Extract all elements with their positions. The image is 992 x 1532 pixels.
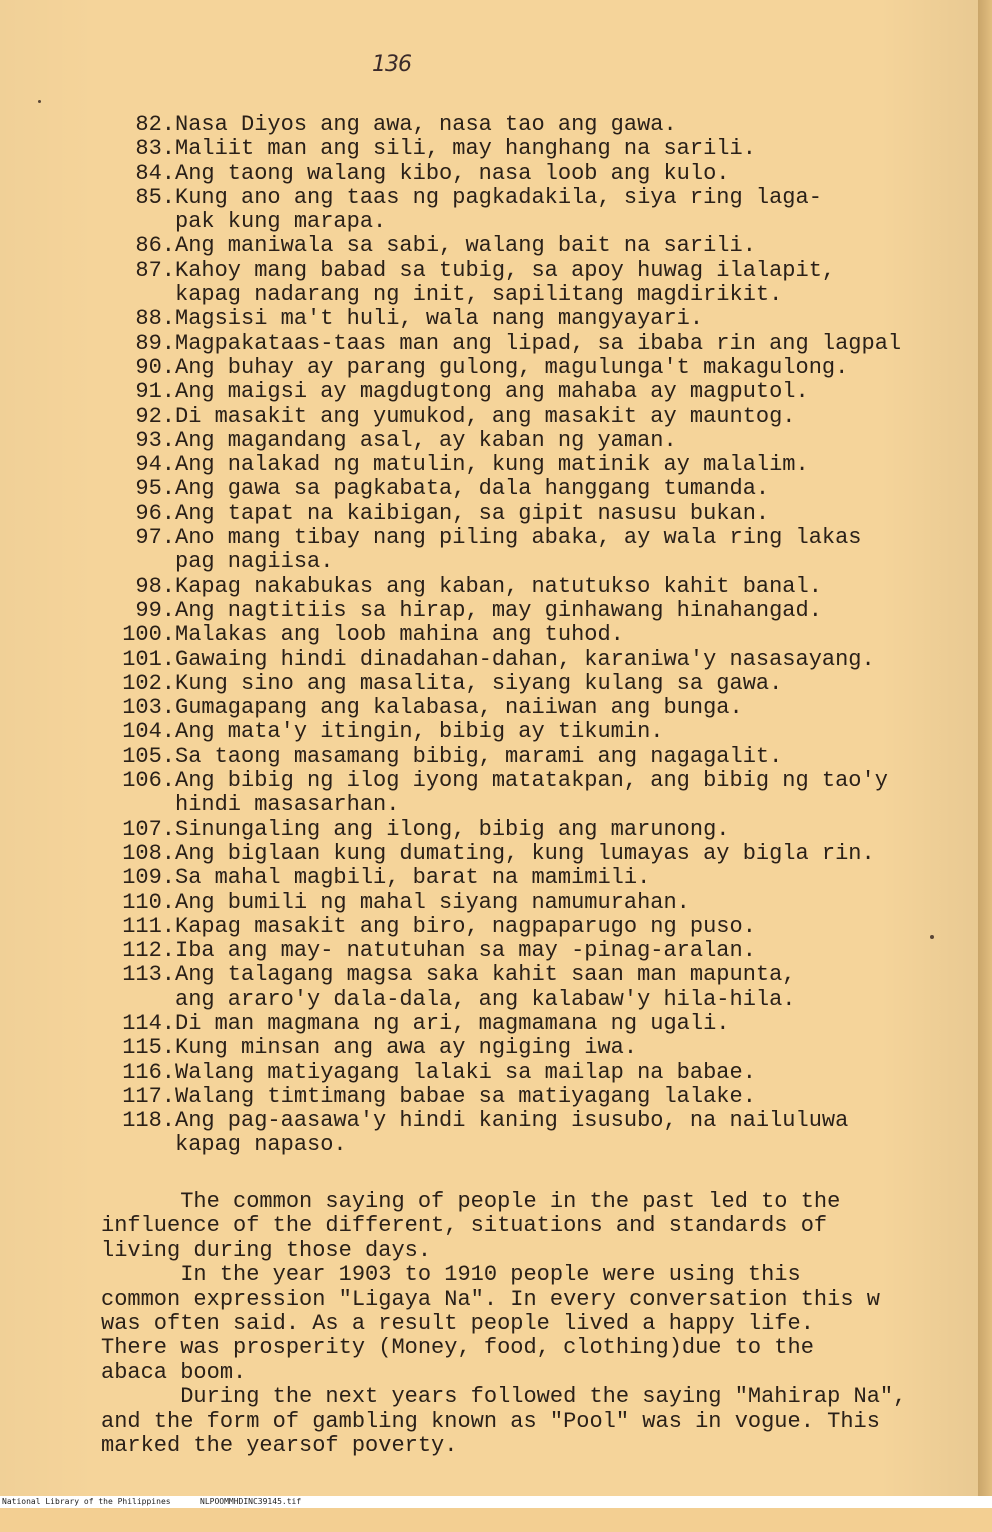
proverb-line <box>100 477 980 501</box>
proverb-text: Gumagapang ang kalabasa, naiiwan ang bunga. <box>175 695 743 721</box>
proverb-line <box>100 550 980 574</box>
proverb-text: pak kung marapa. <box>175 209 387 235</box>
proverb-text: ang araro'y dala-dala, ang kalabaw'y hila-hila. <box>175 986 796 1012</box>
proverb-number: 105. <box>122 743 175 769</box>
proverb-number: 85. <box>135 184 175 210</box>
proverb-number <box>100 793 175 817</box>
footer-filename: NLPOOMMHDINC39145.tif <box>200 1497 302 1506</box>
proverb-text: Walang timtimang babae sa matiyagang lalake. <box>175 1083 756 1109</box>
proverb-number <box>100 283 175 307</box>
proverb-number: 97. <box>135 525 175 551</box>
proverb-line <box>100 453 980 477</box>
proverb-text: Magpakataas-taas man ang lipad, sa ibaba rin ang lagpal <box>175 330 902 356</box>
proverb-text: Ang tapat na kaibigan, sa gipit nasusu bukan. <box>175 500 770 526</box>
proverb-number: 118. <box>122 1108 175 1134</box>
paragraph-line: The common saying of people in the past led to the <box>101 1189 841 1214</box>
proverb-text: kapag napaso. <box>175 1132 347 1158</box>
proverb-line <box>100 162 980 186</box>
proverb-number <box>100 988 175 1012</box>
paragraph-line: influence of the different, situations and standards of <box>101 1213 828 1239</box>
proverb-text: Sa mahal magbili, barat na mamimili. <box>175 865 651 891</box>
proverb-number: 99. <box>135 597 175 623</box>
proverb-line <box>100 234 980 258</box>
proverb-text: Kung ano ang taas ng pagkadakila, siya ring laga- <box>175 184 822 210</box>
proverb-text: Sa taong masamang bibig, marami ang nagagalit. <box>175 743 783 769</box>
proverb-text: Ano mang tibay nang piling abaka, ay wala ring lakas <box>175 525 862 551</box>
proverb-text: Kung minsan ang awa ay ngiging iwa. <box>175 1035 638 1061</box>
proverb-text: Ang taong walang kibo, nasa loob ang kulo. <box>175 160 730 186</box>
proverb-number <box>100 550 175 574</box>
paragraph-line: marked the yearsof poverty. <box>101 1433 458 1459</box>
proverb-number: 114. <box>122 1010 175 1036</box>
paragraph-line: and the form of gambling known as "Pool" was in vogue. This <box>101 1408 880 1434</box>
proverb-number: 90. <box>135 354 175 380</box>
proverb-number: 113. <box>122 962 175 988</box>
proverb-text: Ang maigsi ay magdugtong ang mahaba ay magputol. <box>175 379 809 405</box>
proverb-line <box>100 1012 980 1036</box>
proverb-number: 109. <box>122 865 175 891</box>
proverb-line <box>100 405 980 429</box>
proverb-line <box>100 283 980 307</box>
proverb-line <box>100 1036 980 1060</box>
proverb-line <box>100 1061 980 1085</box>
proverb-line <box>100 259 980 283</box>
proverb-number: 103. <box>122 695 175 721</box>
proverb-text: Iba ang may- natutuhan sa may -pinag-aralan. <box>175 938 756 964</box>
proverb-text: Magsisi ma't huli, wala nang mangyayari. <box>175 306 704 332</box>
commentary-paragraph <box>101 1190 981 1458</box>
proverb-number: 88. <box>135 306 175 332</box>
proverb-text: Ang nalakad ng matulin, kung matinik ay malalim. <box>175 452 809 478</box>
proverb-number: 86. <box>135 233 175 259</box>
proverb-number: 87. <box>135 257 175 283</box>
proverb-line <box>100 1133 980 1157</box>
proverb-text: pag nagiisa. <box>175 549 334 575</box>
proverb-text: Di man magmana ng ari, magmamana ng ugali. <box>175 1010 730 1036</box>
proverb-line <box>100 769 980 793</box>
proverb-line <box>100 380 980 404</box>
proverb-line <box>100 1109 980 1133</box>
proverb-line <box>100 842 980 866</box>
proverb-text: Kahoy mang babad sa tubig, sa apoy huwag ilalapit, <box>175 257 836 283</box>
proverb-line <box>100 915 980 939</box>
proverb-text: Ang biglaan kung dumating, kung lumayas ay bigla rin. <box>175 840 875 866</box>
proverb-text: Walang matiyagang lalaki sa mailap na babae. <box>175 1059 756 1085</box>
proverb-line <box>100 866 980 890</box>
paragraph-line: There was prosperity (Money, food, clothing)due to the <box>101 1335 814 1361</box>
proverb-text: Ang maniwala sa sabi, walang bait na sarili. <box>175 233 756 259</box>
proverb-line <box>100 1085 980 1109</box>
proverb-number: 96. <box>135 500 175 526</box>
proverb-line <box>100 599 980 623</box>
proverb-line <box>100 818 980 842</box>
proverb-number: 102. <box>122 670 175 696</box>
proverb-line <box>100 356 980 380</box>
proverb-text: Kapag nakabukas ang kaban, natutukso kahit banal. <box>175 573 822 599</box>
proverb-text: Ang gawa sa pagkabata, dala hanggang tumanda. <box>175 476 770 502</box>
footer-library: National Library of the Philippines <box>2 1497 171 1506</box>
proverb-line <box>100 526 980 550</box>
paragraph-line: living during those days. <box>101 1237 432 1263</box>
proverb-line <box>100 429 980 453</box>
proverb-line <box>100 210 980 234</box>
proverb-text: kapag nadarang ng init, sapilitang magdirikit. <box>175 282 783 308</box>
proverb-line <box>100 137 980 161</box>
proverb-number: 104. <box>122 719 175 745</box>
proverb-line <box>100 113 980 137</box>
proverb-line <box>100 332 980 356</box>
proverb-text: Ang pag-aasawa'y hindi kaning isusubo, na nailuluwa <box>175 1108 849 1134</box>
proverb-number <box>100 1133 175 1157</box>
proverb-number: 84. <box>135 160 175 186</box>
proverb-text: Maliit man ang sili, may hanghang na sarili. <box>175 136 756 162</box>
page-number: 136 <box>372 52 411 77</box>
proverb-number: 107. <box>122 816 175 842</box>
proverb-text: Gawaing hindi dinadahan-dahan, karaniwa'y nasasayang. <box>175 646 875 672</box>
proverb-line <box>100 186 980 210</box>
proverb-text: Ang mata'y itingin, bibig ay tikumin. <box>175 719 664 745</box>
proverb-number: 83. <box>135 136 175 162</box>
proverb-number: 89. <box>135 330 175 356</box>
proverb-text: Ang bibig ng ilog iyong matatakpan, ang bibig ng tao'y <box>175 768 888 794</box>
proverb-number: 106. <box>122 768 175 794</box>
proverb-number: 115. <box>122 1035 175 1061</box>
proverb-text: Sinungaling ang ilong, bibig ang marunong. <box>175 816 730 842</box>
proverb-line <box>100 307 980 331</box>
proverb-text: Nasa Diyos ang awa, nasa tao ang gawa. <box>175 112 677 137</box>
proverb-line <box>100 939 980 963</box>
proverb-text: Malakas ang loob mahina ang tuhod. <box>175 622 624 648</box>
proverb-number: 94. <box>135 452 175 478</box>
proverb-number: 117. <box>122 1083 175 1109</box>
proverb-line <box>100 696 980 720</box>
proverb-line <box>100 672 980 696</box>
proverb-number: 91. <box>135 379 175 405</box>
proverb-number <box>100 210 175 234</box>
proverb-line <box>100 623 980 647</box>
ink-speck <box>930 935 934 939</box>
scan-footer <box>0 1496 992 1508</box>
paragraph-line: was often said. As a result people lived a happy life. <box>101 1311 814 1337</box>
proverb-list <box>100 113 980 1158</box>
paragraph-line: common expression "Ligaya Na". In every conversation this w <box>101 1286 880 1312</box>
proverb-line <box>100 988 980 1012</box>
proverb-line <box>100 648 980 672</box>
ink-speck <box>38 100 41 103</box>
proverb-number: 82. <box>135 112 175 137</box>
proverb-text: Kung sino ang masalita, siyang kulang sa gawa. <box>175 670 783 696</box>
proverb-number: 92. <box>135 403 175 429</box>
proverb-text: Ang nagtitiis sa hirap, may ginhawang hinahangad. <box>175 597 822 623</box>
paragraph-line: During the next years followed the saying "Mahirap Na", <box>101 1384 907 1410</box>
proverb-line <box>100 891 980 915</box>
proverb-text: Ang buhay ay parang gulong, magulunga't makagulong. <box>175 354 849 380</box>
proverb-number: 108. <box>122 840 175 866</box>
proverb-line <box>100 575 980 599</box>
proverb-text: Ang bumili ng mahal siyang namumurahan. <box>175 889 690 915</box>
proverb-number: 98. <box>135 573 175 599</box>
proverb-number: 93. <box>135 427 175 453</box>
proverb-number: 112. <box>122 938 175 964</box>
proverb-line <box>100 793 980 817</box>
proverb-text: Ang magandang asal, ay kaban ng yaman. <box>175 427 677 453</box>
proverb-text: hindi masasarhan. <box>175 792 400 818</box>
proverb-number: 111. <box>122 913 175 939</box>
paragraph-line: In the year 1903 to 1910 people were using this <box>101 1262 801 1288</box>
proverb-number: 100. <box>122 622 175 648</box>
proverb-line <box>100 745 980 769</box>
proverb-number: 116. <box>122 1059 175 1085</box>
proverb-line <box>100 502 980 526</box>
proverb-text: Ang talagang magsa saka kahit saan man mapunta, <box>175 962 796 988</box>
proverb-number: 101. <box>122 646 175 672</box>
proverb-text: Di masakit ang yumukod, ang masakit ay mauntog. <box>175 403 796 429</box>
proverb-text: Kapag masakit ang biro, nagpaparugo ng puso. <box>175 913 756 939</box>
paragraph-line: abaca boom. <box>101 1359 247 1385</box>
proverb-number: 95. <box>135 476 175 502</box>
proverb-line <box>100 720 980 744</box>
proverb-number: 110. <box>122 889 175 915</box>
proverb-line <box>100 963 980 987</box>
